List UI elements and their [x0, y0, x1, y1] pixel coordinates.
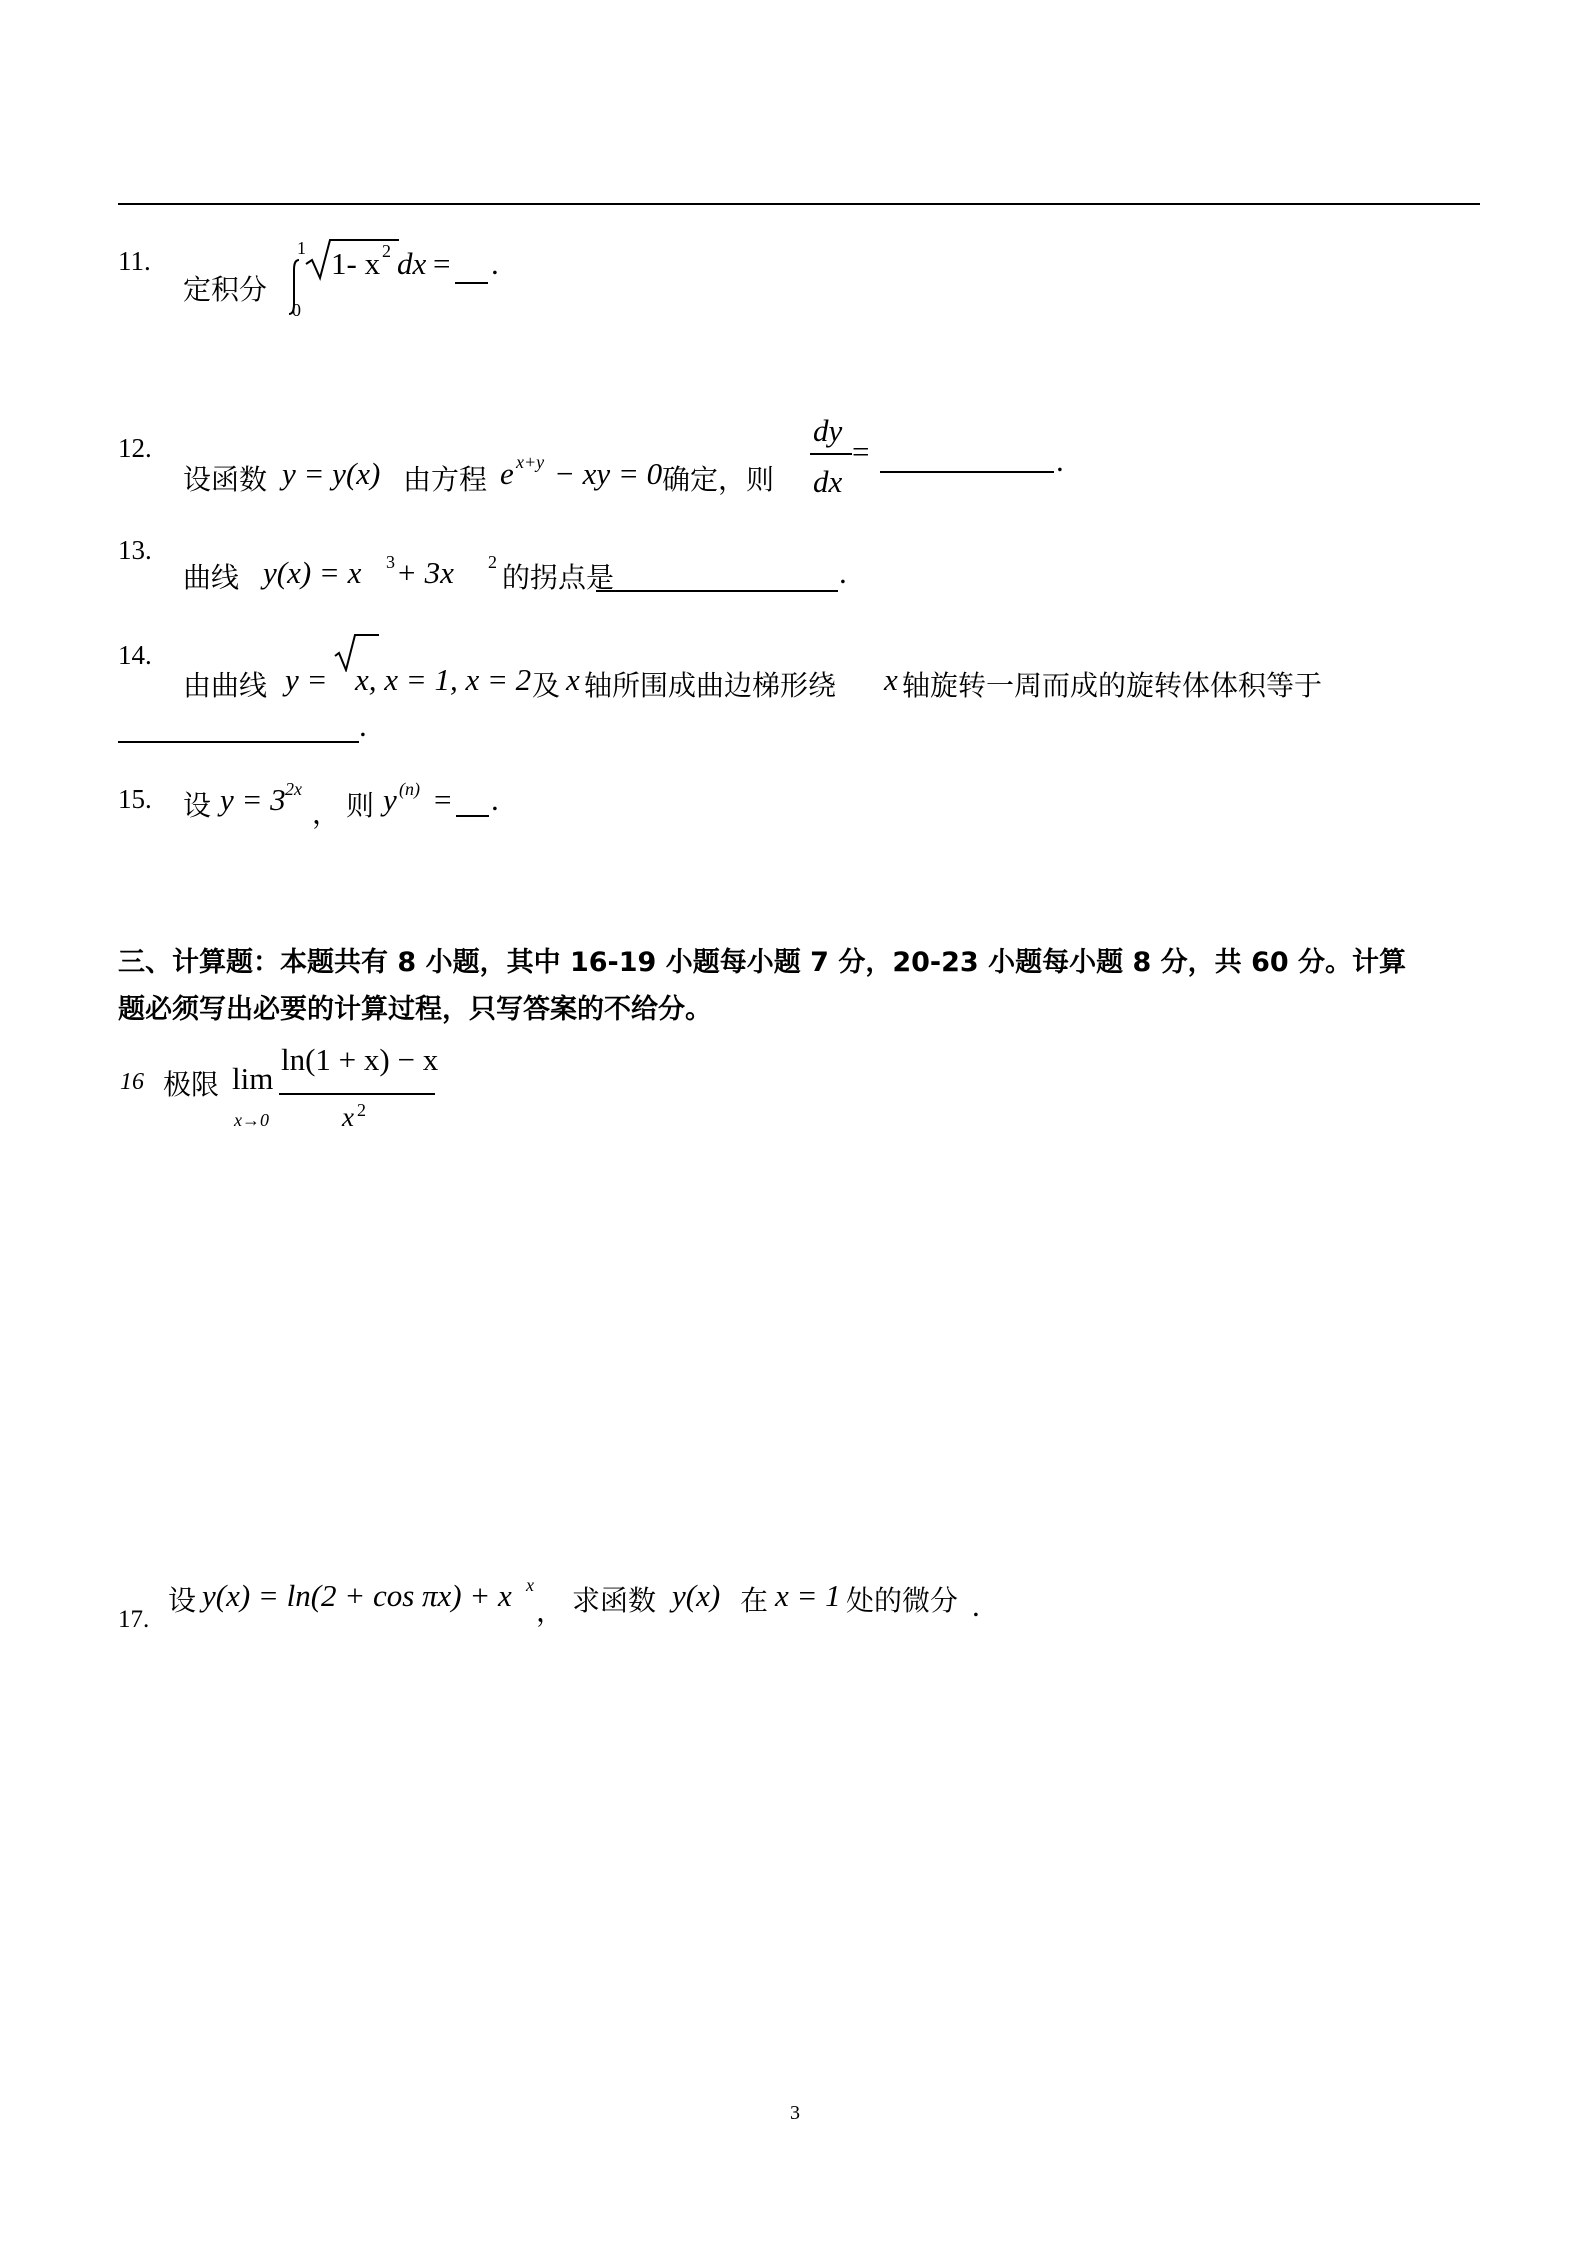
equation-rest: − xy = 0 — [554, 456, 663, 491]
answer-blank — [880, 471, 1054, 473]
fraction-bar — [810, 453, 852, 455]
question-text: 曲线 — [183, 561, 240, 594]
question-text: 设函数 — [183, 463, 268, 496]
superscript: 2 — [488, 552, 497, 572]
period: . — [491, 246, 499, 281]
exp-base: e — [500, 456, 514, 491]
question-text: 的拐点是 — [502, 561, 615, 594]
expression: + 3x — [396, 555, 454, 590]
page-number: 3 — [790, 2102, 800, 2124]
answer-blank — [596, 590, 838, 592]
section-heading-line: 题必须写出必要的计算过程，只写答案的不给分。 — [118, 994, 712, 1025]
fraction-numerator: ln(1 + x) − x — [281, 1042, 439, 1077]
question-text: 轴所围成曲边梯形绕 — [584, 669, 837, 702]
section-heading-line: 三、计算题：本题共有 8 小题，其中 16-19 小题每小题 7 分，20-23 小题每小题 8 分，共 60 分。计算 — [118, 947, 1407, 978]
question-text: 定积分 — [183, 273, 268, 306]
question-text: 由方程 — [403, 463, 488, 496]
variable: x — [566, 662, 580, 697]
period: . — [491, 782, 499, 817]
limit-subscript: x→0 — [234, 1110, 269, 1130]
superscript: 2 — [382, 241, 391, 261]
bounds-expression: x, x = 1, x = 2 — [355, 662, 532, 697]
period: . — [839, 555, 847, 590]
superscript: 3 — [386, 552, 395, 572]
period: . — [359, 708, 367, 743]
expression: y = 3 — [220, 782, 286, 817]
header-rule — [118, 203, 1480, 205]
expression: y(x) = x — [263, 555, 362, 590]
question-text: 极限 — [163, 1068, 220, 1101]
fraction-bar — [279, 1093, 435, 1095]
function-expr: y = y(x) — [282, 456, 381, 491]
question-text: 则 — [346, 789, 375, 822]
variable: y — [383, 782, 397, 817]
question-number: 13. — [118, 535, 152, 565]
fraction-denominator: dx — [813, 464, 843, 499]
dx: dx — [397, 246, 427, 281]
function-expr: y(x) = ln(2 + cos πx) + x — [202, 1578, 512, 1613]
y-equals: y = — [285, 662, 328, 697]
question-number: 15. — [118, 784, 152, 814]
punctuation: ， — [312, 797, 341, 830]
question-number: 11. — [118, 246, 151, 276]
superscript: (n) — [399, 779, 420, 799]
answer-blank — [118, 741, 359, 743]
upper-limit: 1 — [297, 238, 306, 258]
question-text: 确定，则 — [662, 463, 775, 496]
superscript: 2x — [285, 779, 302, 799]
sqrt-body: 1- x — [331, 246, 381, 281]
question-number: 16 — [120, 1069, 144, 1095]
period: . — [972, 1588, 980, 1623]
equals: = — [433, 246, 451, 281]
punctuation: ， — [536, 1595, 565, 1628]
exponent: x+y — [516, 452, 545, 472]
question-text: 轴旋转一周而成的旋转体体积等于 — [902, 669, 1323, 702]
answer-blank — [456, 815, 489, 817]
point-expr: x = 1 — [775, 1578, 841, 1613]
question-text: 设 — [183, 789, 212, 822]
equals: = — [434, 782, 452, 817]
question-text: 在 — [740, 1584, 769, 1617]
question-text: 由曲线 — [183, 669, 268, 702]
question-number: 12. — [118, 433, 152, 463]
superscript: 2 — [357, 1100, 366, 1120]
function-name: y(x) — [672, 1578, 721, 1613]
fraction-denominator: x — [342, 1102, 354, 1132]
equals: = — [852, 434, 870, 469]
variable: x — [884, 662, 898, 697]
period: . — [1056, 443, 1064, 478]
question-text: 设 — [168, 1584, 197, 1617]
question-text: 及 — [532, 669, 561, 702]
answer-blank — [455, 282, 488, 284]
question-number: 17. — [118, 1606, 150, 1633]
fraction-numerator: dy — [813, 413, 843, 448]
superscript: x — [526, 1575, 534, 1595]
question-number: 14. — [118, 640, 152, 670]
lower-limit: 0 — [292, 300, 301, 320]
question-text: 处的微分 — [846, 1584, 959, 1617]
question-text: 求函数 — [572, 1584, 657, 1617]
limit-operator: lim — [232, 1061, 274, 1096]
